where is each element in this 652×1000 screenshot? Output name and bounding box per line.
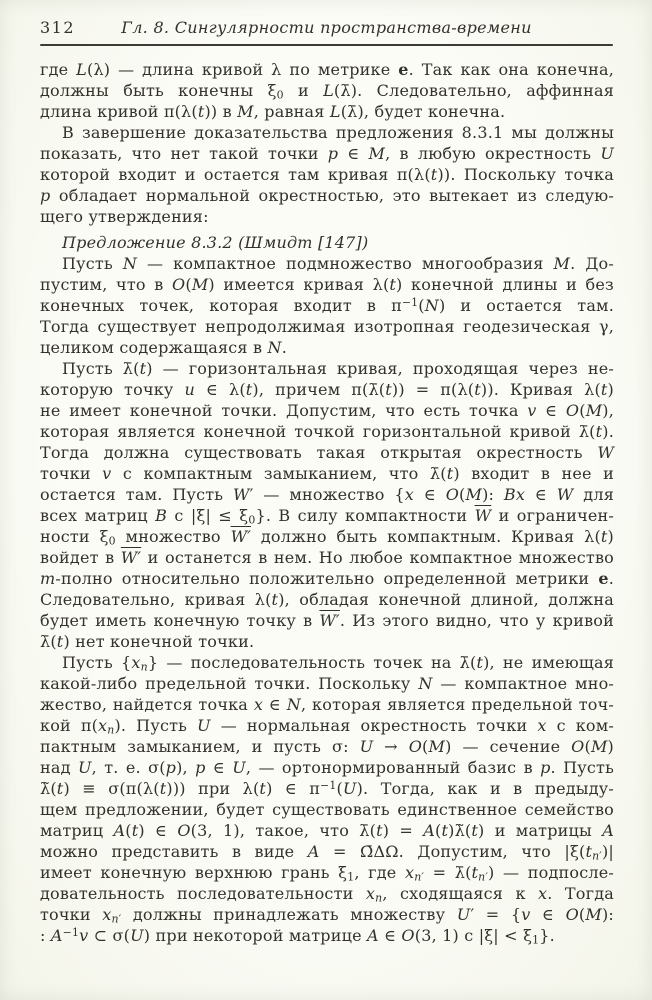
math-inline: t bbox=[245, 380, 253, 399]
math-inline: e bbox=[398, 60, 409, 79]
script-letter: M bbox=[585, 905, 602, 924]
math-inline: n′ bbox=[478, 870, 489, 884]
math-inline: L bbox=[323, 81, 334, 100]
text-line: конечных точек, которая входит в $\pi^{-1}(N)$ и остается там. bbox=[40, 296, 614, 315]
math-inline: 1 bbox=[347, 870, 355, 884]
math-inline: m bbox=[40, 569, 56, 588]
script-letter: W′ bbox=[120, 548, 142, 567]
text-line: показать, что нет такой точки p ∈ M, в любую окрестность U bbox=[40, 144, 614, 163]
math-inline: 0 bbox=[276, 88, 284, 102]
math-inline: A bbox=[113, 821, 126, 840]
math-inline: 1 bbox=[532, 933, 540, 947]
math-inline: n bbox=[140, 660, 148, 674]
text-line: должны быть конечны $\xi_0$ и L(λ̄). Следовательно, аффинная bbox=[40, 81, 614, 102]
text-line: В завершение доказательства предложения 8.3.1 мы должны bbox=[62, 123, 614, 142]
script-letter: M bbox=[237, 102, 254, 121]
text-line: Пусть λ̄(t) — горизонтальная кривая, проходящая через не- bbox=[62, 359, 614, 378]
text-line: Пусть $\{x_n\}$ — последовательность точек на λ̄(t), не имеющая bbox=[62, 653, 614, 674]
math-inline: t bbox=[430, 165, 438, 184]
text-line: ности $\xi_0$ множество W′ должно быть компактным. Кривая λ(t) bbox=[40, 527, 614, 548]
text-line: Пусть N — компактное подмножество многообразия M. До- bbox=[62, 254, 614, 273]
script-letter: W bbox=[597, 443, 614, 462]
math-inline: n bbox=[107, 723, 115, 737]
text-line: целиком содержащаяся в N. bbox=[40, 338, 288, 357]
math-inline: n′ bbox=[414, 870, 425, 884]
math-inline: t bbox=[446, 464, 454, 483]
text-line: λ̃(t) ≡ σ(π(λ(t))) при λ(t) ∈ $\pi^{-1}(U)$. Тогда, как и в предыду- bbox=[40, 779, 614, 798]
script-letter: M bbox=[553, 254, 571, 273]
math-inline: −1 bbox=[401, 296, 419, 310]
math-inline: A bbox=[602, 821, 614, 840]
script-letter: M bbox=[585, 401, 603, 420]
text-line: довательность последовательности $x_n$, сходящаяся к x. Тогда bbox=[40, 884, 614, 905]
math-inline: O bbox=[401, 926, 415, 945]
script-letter: N bbox=[424, 296, 439, 315]
math-inline: t bbox=[600, 380, 608, 399]
math-inline: $x_n$ bbox=[131, 653, 148, 674]
paragraph bbox=[40, 358, 614, 652]
page-header bbox=[40, 17, 613, 39]
text-line: пустим, что в O(M) имеется кривая λ(t) конечной длины и без bbox=[40, 275, 614, 294]
math-inline: t bbox=[474, 380, 481, 399]
math-inline: x bbox=[253, 695, 264, 714]
text-line: войдет в W′ и останется в нем. Но любое компактное множество bbox=[40, 548, 614, 567]
paragraph bbox=[40, 652, 614, 946]
script-letter: U bbox=[232, 758, 246, 777]
math-inline: A bbox=[367, 926, 379, 945]
math-inline: u bbox=[184, 380, 196, 399]
script-letter: W′ bbox=[230, 527, 252, 546]
text-line: можно представить в виде A = Ω̄ΔΩ. Допустим, что $|\xi(t_{n'})|$ bbox=[40, 842, 615, 863]
math-inline: t bbox=[600, 527, 608, 546]
math-inline: t bbox=[139, 359, 147, 378]
math-inline: t bbox=[259, 779, 267, 798]
math-inline: t bbox=[389, 275, 397, 294]
math-inline: t bbox=[595, 422, 603, 441]
script-letter: U bbox=[359, 737, 374, 756]
text-line: которую точку u ∈ λ(t), причем π(λ̄(t)) = π(λ(t)). Кривая λ(t) bbox=[40, 380, 614, 399]
math-inline: A bbox=[50, 926, 63, 945]
math-inline: −1 bbox=[62, 926, 80, 940]
text-line: : $A^{-1}v$ ⊂ σ(U) при некоторой матрице A ∈ O(3, 1) с $|\xi| < \xi_1$}. bbox=[40, 926, 555, 947]
text-line: щем предложении, будет существовать единственное семейство bbox=[40, 800, 614, 819]
text-line: будет иметь конечную точку в W′. Из этого видно, что у кривой bbox=[40, 611, 614, 630]
math-inline: p bbox=[195, 758, 206, 777]
math-inline: $x_{n'}$ bbox=[102, 905, 122, 926]
script-letter: W′ bbox=[319, 611, 340, 630]
text-line: p обладает нормальной окрестностью, это вытекает из следую- bbox=[40, 186, 614, 205]
text-line: какой-либо предельной точки. Поскольку N — компактное мно- bbox=[40, 674, 615, 693]
math-inline: $x_n$ bbox=[98, 716, 115, 737]
text-line: где L(λ) — длина кривой λ по метрике e. Так как она конечна, bbox=[40, 60, 614, 79]
script-letter: W bbox=[556, 485, 574, 504]
math-inline: t bbox=[56, 632, 64, 651]
text-line: щего утверждения: bbox=[40, 207, 209, 226]
text-line: над U, т. е. σ(p), p ∈ U, — ортонормированный базис в p. Пусть bbox=[40, 758, 614, 777]
text-line: m-полно относительно положительно определенной метрики e. bbox=[40, 569, 614, 588]
paragraph bbox=[40, 122, 614, 227]
math-inline: O bbox=[172, 275, 186, 294]
math-inline: x bbox=[404, 485, 414, 504]
math-inline: O bbox=[571, 737, 585, 756]
script-letter: M bbox=[428, 737, 446, 756]
math-inline: O bbox=[445, 485, 460, 504]
math-inline: t bbox=[376, 821, 383, 840]
math-inline: 0 bbox=[248, 513, 256, 527]
text-line: которой входит и остается там кривая π(λ(t)). Поскольку точка bbox=[40, 165, 614, 184]
math-inline: n′ bbox=[592, 849, 602, 863]
text-line: Следовательно, кривая λ(t), обладая конечной длиной, должна bbox=[40, 590, 615, 609]
proposition-heading bbox=[40, 232, 614, 253]
math-inline: v bbox=[527, 401, 537, 420]
script-letter: N bbox=[122, 254, 138, 273]
math-inline: t bbox=[271, 590, 279, 609]
text-line: пактным замыканием, и пусть σ: U → O(M) — сечение O(M) bbox=[40, 737, 614, 756]
math-inline: A bbox=[423, 821, 436, 840]
script-letter: N bbox=[418, 674, 433, 693]
text-line: Предложение 8.3.2 (Шмидт [147]) bbox=[62, 233, 369, 252]
math-inline: p bbox=[40, 186, 51, 205]
text-line: остается там. Пусть W′ — множество {x ∈ O(M): Bx ∈ W для bbox=[40, 485, 614, 504]
page-number: 312 bbox=[40, 18, 76, 37]
math-inline: O bbox=[408, 737, 423, 756]
math-inline: t bbox=[56, 779, 64, 798]
math-inline: t bbox=[441, 821, 449, 840]
math-inline: A bbox=[307, 842, 320, 861]
header-rule bbox=[40, 44, 613, 46]
script-letter: N bbox=[286, 695, 301, 714]
math-inline: t bbox=[385, 380, 392, 399]
script-letter: U bbox=[342, 779, 357, 798]
paragraph bbox=[40, 253, 614, 358]
math-inline: Bx bbox=[503, 485, 526, 504]
math-inline: x bbox=[537, 716, 547, 735]
math-inline: x bbox=[538, 884, 548, 903]
math-inline: O bbox=[565, 905, 579, 924]
script-letter: $\overline{W}$ bbox=[474, 506, 492, 525]
math-inline: O bbox=[177, 821, 191, 840]
text-line: не имеет конечной точки. Допустим, что есть точка v ∈ O(M), bbox=[40, 401, 615, 420]
script-letter: U bbox=[600, 144, 614, 163]
text-line: матриц A(t) ∈ O(3, 1), такое, что λ̄(t) = A(t)λ̃(t) и матрицы A bbox=[40, 821, 614, 840]
math-inline: p bbox=[165, 758, 177, 777]
page-body bbox=[40, 59, 614, 946]
math-inline: O bbox=[565, 401, 580, 420]
script-letter: M bbox=[590, 737, 608, 756]
math-inline: p bbox=[327, 144, 339, 163]
math-inline: n′ bbox=[111, 912, 122, 926]
script-letter: M bbox=[191, 275, 209, 294]
script-letter: W bbox=[233, 485, 250, 504]
math-inline: n bbox=[375, 891, 383, 905]
math-inline: v bbox=[79, 926, 89, 945]
text-line: всех матриц B с $|\xi| \le \xi_0$}. В силу компактности $\overline{W}$ и ограничен- bbox=[40, 506, 614, 527]
script-letter: N bbox=[267, 338, 282, 357]
text-line: точки $x_{n'}$ должны принадлежать множеству U′ = {v ∈ O(M): bbox=[40, 905, 614, 926]
script-letter: U bbox=[197, 716, 211, 735]
text-line: λ̄(t) нет конечной точки. bbox=[40, 632, 255, 651]
script-letter: M bbox=[368, 144, 386, 163]
text-line: которая является конечной точкой горизонтальной кривой λ̄(t). bbox=[40, 422, 614, 441]
text-line: кой $\pi(x_n)$. Пусть U — нормальная окрестность точки x с ком- bbox=[40, 716, 614, 737]
script-letter: U bbox=[77, 758, 92, 777]
math-inline: L bbox=[76, 60, 87, 79]
script-letter: U bbox=[130, 926, 144, 945]
math-inline: $x_{n'}$ bbox=[404, 863, 425, 884]
math-inline: $t_{n'}$ bbox=[471, 863, 489, 884]
math-inline: t bbox=[159, 779, 167, 798]
math-inline: $t_{n'}$ bbox=[585, 842, 602, 863]
text-line: имеет конечную верхнюю грань $\xi_1$, где $x_{n'}$ = $\lambdā(t_{n'})$ — подпосле- bbox=[40, 863, 614, 884]
paragraph bbox=[40, 59, 614, 122]
math-inline: v bbox=[102, 464, 112, 483]
math-inline: t bbox=[476, 653, 484, 672]
script-letter: U bbox=[456, 905, 471, 924]
math-inline: v bbox=[521, 905, 531, 924]
script-letter: M bbox=[465, 485, 483, 504]
math-inline: e bbox=[598, 569, 609, 588]
math-inline: t bbox=[131, 821, 139, 840]
math-inline: −1 bbox=[320, 779, 337, 793]
text-line: Тогда существует непродолжимая изотропная геодезическая γ, bbox=[40, 317, 614, 336]
text-line: длина кривой π(λ(t)) в M, равная L(λ̄), будет конечна. bbox=[40, 102, 506, 121]
math-inline: t bbox=[471, 821, 478, 840]
text-line: жество, найдется точка x ∈ N, которая является предельной точ- bbox=[40, 695, 614, 714]
text-line: точки v с компактным замыканием, что λ̄(t) входит в нее и bbox=[40, 464, 615, 483]
running-header: Гл. 8. Сингулярности пространства-времени bbox=[121, 18, 532, 37]
math-inline: 0 bbox=[108, 534, 116, 548]
math-inline: t bbox=[197, 102, 205, 121]
math-inline: L bbox=[329, 102, 341, 121]
math-inline: B bbox=[155, 506, 168, 525]
math-inline: p bbox=[540, 758, 551, 777]
text-line: Тогда должна существовать такая открытая окрестность W bbox=[40, 443, 614, 462]
math-inline: $x_n$ bbox=[365, 884, 383, 905]
